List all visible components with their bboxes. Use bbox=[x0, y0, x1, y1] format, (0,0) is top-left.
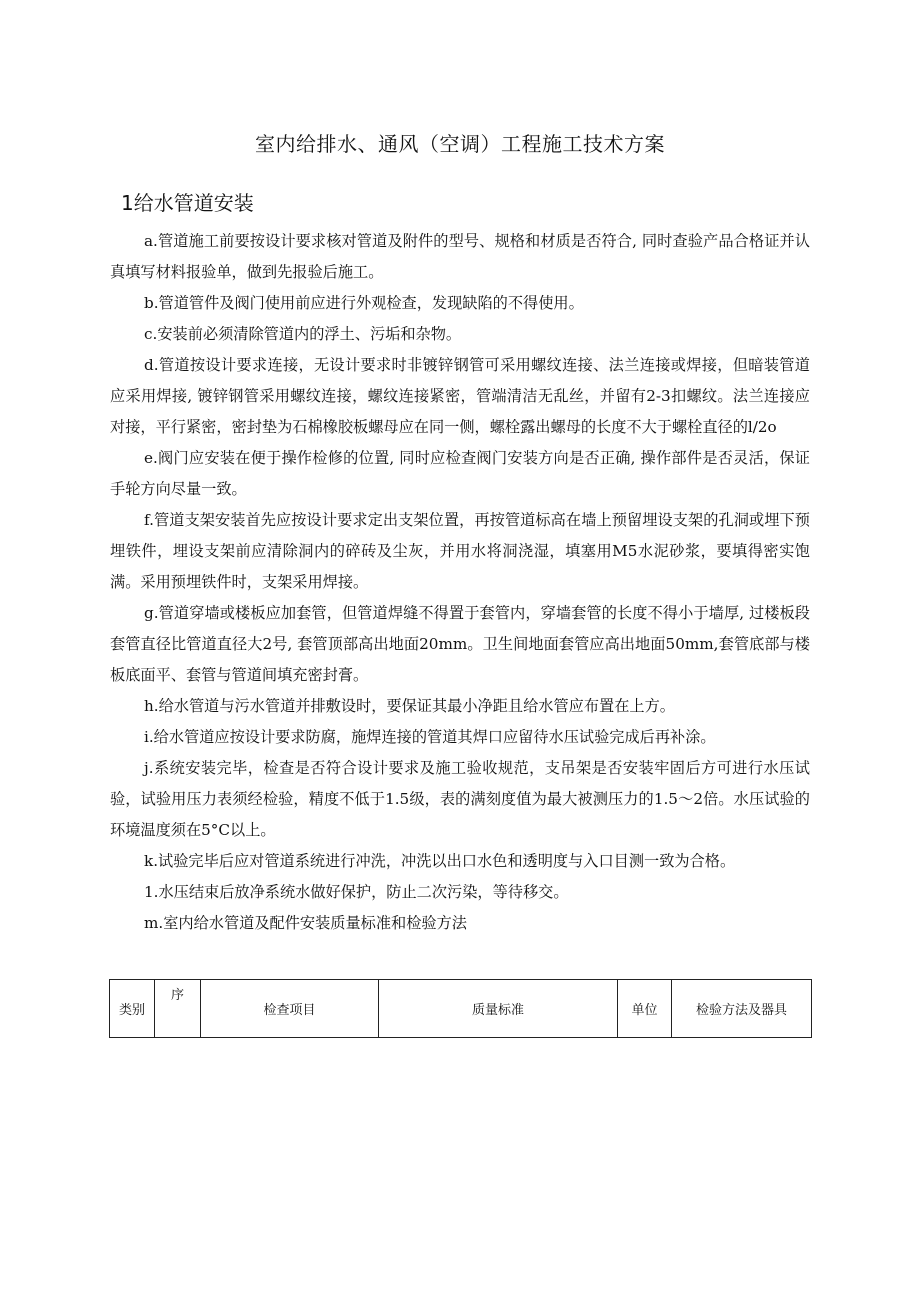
document-title: 室内给排水、通风（空调）工程施工技术方案 bbox=[255, 132, 665, 156]
table-header-cell: 质量标准 bbox=[379, 980, 618, 1038]
paragraph-i: i.给水管道应按设计要求防腐，施焊连接的管道其焊口应留待水压试验完成后再补涂。 bbox=[144, 728, 716, 746]
paragraph-j: j.系统安装完毕，检查是否符合设计要求及施工验收规范，支吊架是否安装牢固后方可进行水压试验，试验用压力表须经检验，精度不低于1.5级，表的满刻度值为最大被测压力的1.5～2倍。水压试验的环境温度须在5°C以上。 bbox=[110, 759, 810, 839]
paragraph-h: h.给水管道与污水管道并排敷设时，要保证其最小净距且给水管应布置在上方。 bbox=[144, 697, 675, 715]
table-header-cell: 类别 bbox=[110, 980, 155, 1038]
section-heading: 1给水管道安装 bbox=[121, 191, 254, 215]
paragraph-b: b.管道管件及阀门使用前应进行外观检查，发现缺陷的不得使用。 bbox=[144, 294, 584, 312]
paragraph-l: 1.水压结束后放净系统水做好保护，防止二次污染，等待移交。 bbox=[144, 883, 569, 901]
paragraph-e: e.阀门应安装在便于操作检修的位置, 同时应检查阀门安装方向是否正确, 操作部件是否灵活，保证手轮方向尽量一致。 bbox=[110, 449, 810, 498]
paragraph-m: m.室内给水管道及配件安装质量标准和检验方法 bbox=[144, 914, 467, 932]
quality-standard-table bbox=[109, 979, 812, 1038]
paragraph-f: f.管道支架安装首先应按设计要求定出支架位置，再按管道标高在墙上预留埋设支架的孔洞或埋下预埋铁件，埋设支架前应清除洞内的碎砖及尘灰，并用水将洞浇湿，填塞用M5水泥砂浆，要填得密实饱满。采用预埋铁件时，支架采用焊接。 bbox=[110, 511, 810, 591]
table-header-cell: 单位 bbox=[618, 980, 672, 1038]
paragraph-k: k.试验完毕后应对管道系统进行冲洗，冲洗以出口水色和透明度与入口目测一致为合格。 bbox=[144, 852, 736, 870]
table-header-row bbox=[110, 980, 812, 1038]
paragraph-d: d.管道按设计要求连接，无设计要求时非镀锌钢管可采用螺纹连接、法兰连接或焊接，但暗装管道应采用焊接, 镀锌钢管采用螺纹连接，螺纹连接紧密，管端清洁无乱丝，并留有2-3扣螺纹。法兰连接应对接，平行紧密，密封垫为石棉橡胶板螺母应在同一侧，螺栓露出螺母的长度不大于螺栓直径的l/2o bbox=[110, 356, 810, 436]
paragraph-c: c.安装前必须清除管道内的浮土、污垢和杂物。 bbox=[144, 325, 462, 343]
body-text bbox=[110, 226, 810, 939]
table-header-cell: 序 bbox=[155, 980, 201, 1038]
paragraph-a: a.管道施工前要按设计要求核对管道及附件的型号、规格和材质是否符合, 同时查验产品合格证并认真填写材料报验单，做到先报验后施工。 bbox=[110, 232, 810, 281]
table-header-cell: 检验方法及器具 bbox=[672, 980, 812, 1038]
paragraph-g: g.管道穿墙或楼板应加套管，但管道焊缝不得置于套管内，穿墙套管的长度不得小于墙厚, 过楼板段套管直径比管道直径大2号, 套管顶部高出地面20mm。卫生间地面套管应高出地面50mm,套管底部与楼板底面平、套管与管道间填充密封膏。 bbox=[110, 604, 810, 684]
table-header-cell: 检查项目 bbox=[201, 980, 379, 1038]
